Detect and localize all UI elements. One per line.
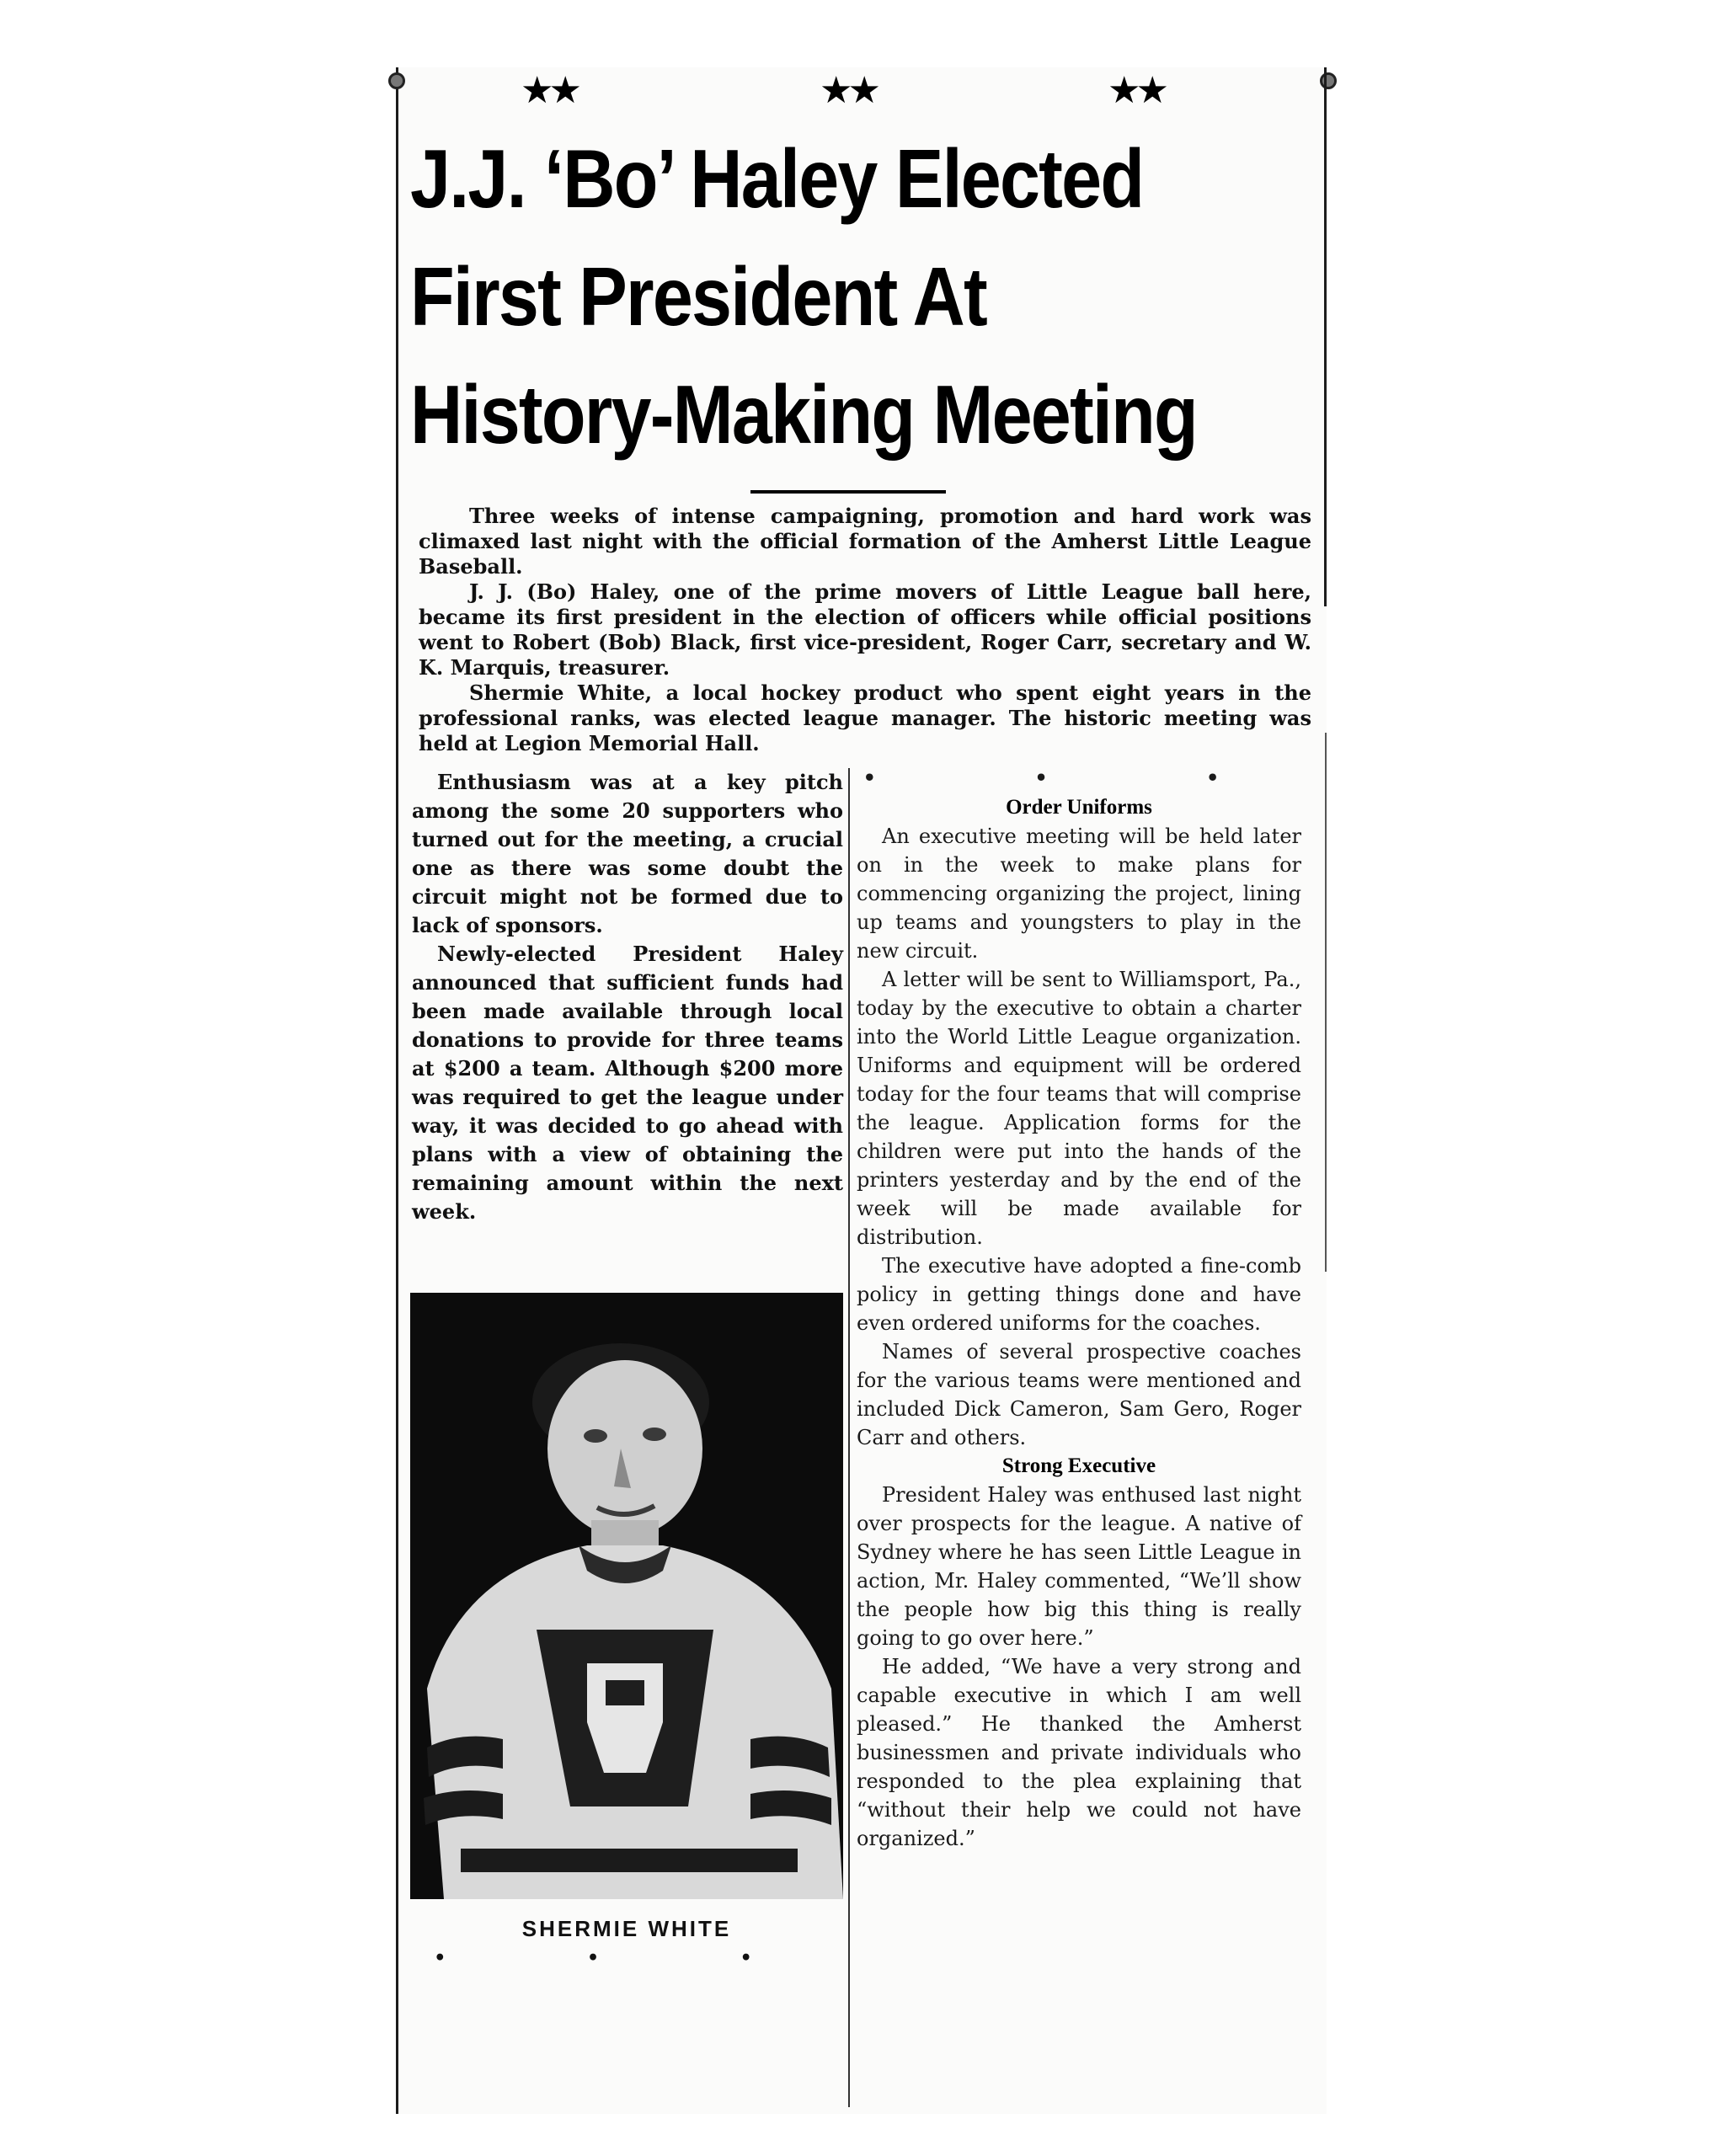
headline-line: First President At [410,250,986,343]
body-paragraph: A letter will be sent to Williamsport, Pa., today by the executive to obtain a charter into the World Little League organization. Uniforms and equipment will be ordered today for the four teams that will comprise the league. Application forms for the children were put into the hands of the printers yesterday and by the end of the week will be made available for distribution. [857,968,1301,1249]
body-paragraph: Newly-elected President Haley announced that sufficient funds had been made available through local donations to provide for three teams at $200 a team. Although $200 more was required to get the league under way, it was decided to go ahead with plans with a view of obtaining the remaining amount within the next week. [412,942,843,1224]
player-photo [410,1293,843,1899]
clipping-edge [1324,67,1327,606]
column-divider [848,768,850,2107]
headline [410,120,1210,473]
lead-paragraph: Three weeks of intense campaigning, promotion and hard work was climaxed last night with the official formation of the Amherst Little League Baseball. [419,504,1311,579]
headline-line: History-Making Meeting [410,368,1197,461]
newspaper-clipping [396,67,1327,2114]
body-paragraph: An executive meeting will be held later on in the week to make plans for commencing organizing the project, lining up teams and youngsters to play in the new circuit. [857,825,1301,963]
hockey-player-image [410,1293,843,1899]
headline-stars [398,69,1327,120]
body-paragraph: Enthusiasm was at a key pitch among the some 20 supporters who turned out for the meeting, a crucial one as there was some doubt the circuit might not be formed due to lack of sponsors. [412,770,843,937]
headline-line: J.J. ‘Bo’ Haley Elected [410,132,1144,225]
star-icon: ★★ [1108,69,1164,112]
subheading-strong-executive: Strong Executive [1001,1454,1156,1477]
headline-rule [750,490,946,494]
section-dots: • • • [862,766,1295,790]
subheading-order-uniforms: Order Uniforms [1006,796,1152,819]
body-paragraph: He added, “We have a very strong and capable executive in which I am well pleased.” He thanked the Amherst businessmen and private individuals who responded to the plea explaining that “without their help we could not have organized.” [857,1655,1301,1850]
lead-text [419,504,1311,756]
lead-paragraph: Shermie White, a local hockey product who spent eight years in the professional ranks, was elected league manager. The historic meeting was held at Legion Memorial Hall. [419,680,1311,755]
star-icon: ★★ [521,69,577,112]
body-paragraph: President Haley was enthused last night over prospects for the league. A native of Sydney where he has seen Little League in action, Mr. Haley commented, “We’ll show the people how big this thing is really going to go over here.” [857,1483,1301,1650]
photo-dots: • • • [434,1947,820,1969]
right-column [857,768,1301,1853]
star-icon: ★★ [820,69,876,112]
clipping-edge [1325,733,1327,1272]
photo-caption: SHERMIE WHITE [521,1916,732,1941]
body-paragraph: The executive have adopted a fine-comb policy in getting things done and have even ordered uniforms for the coaches. [857,1254,1301,1335]
body-paragraph: Names of several prospective coaches for the various teams were mentioned and included Dick Cameron, Sam Gero, Roger Carr and others. [857,1340,1301,1449]
left-column [412,768,843,1226]
lead-paragraph: J. J. (Bo) Haley, one of the prime movers of Little League ball here, became its first president in the election of officers while official positions went to Robert (Bob) Black, first vice-president, Roger Carr, secretary and W. K. Marquis, treasurer. [419,579,1311,680]
